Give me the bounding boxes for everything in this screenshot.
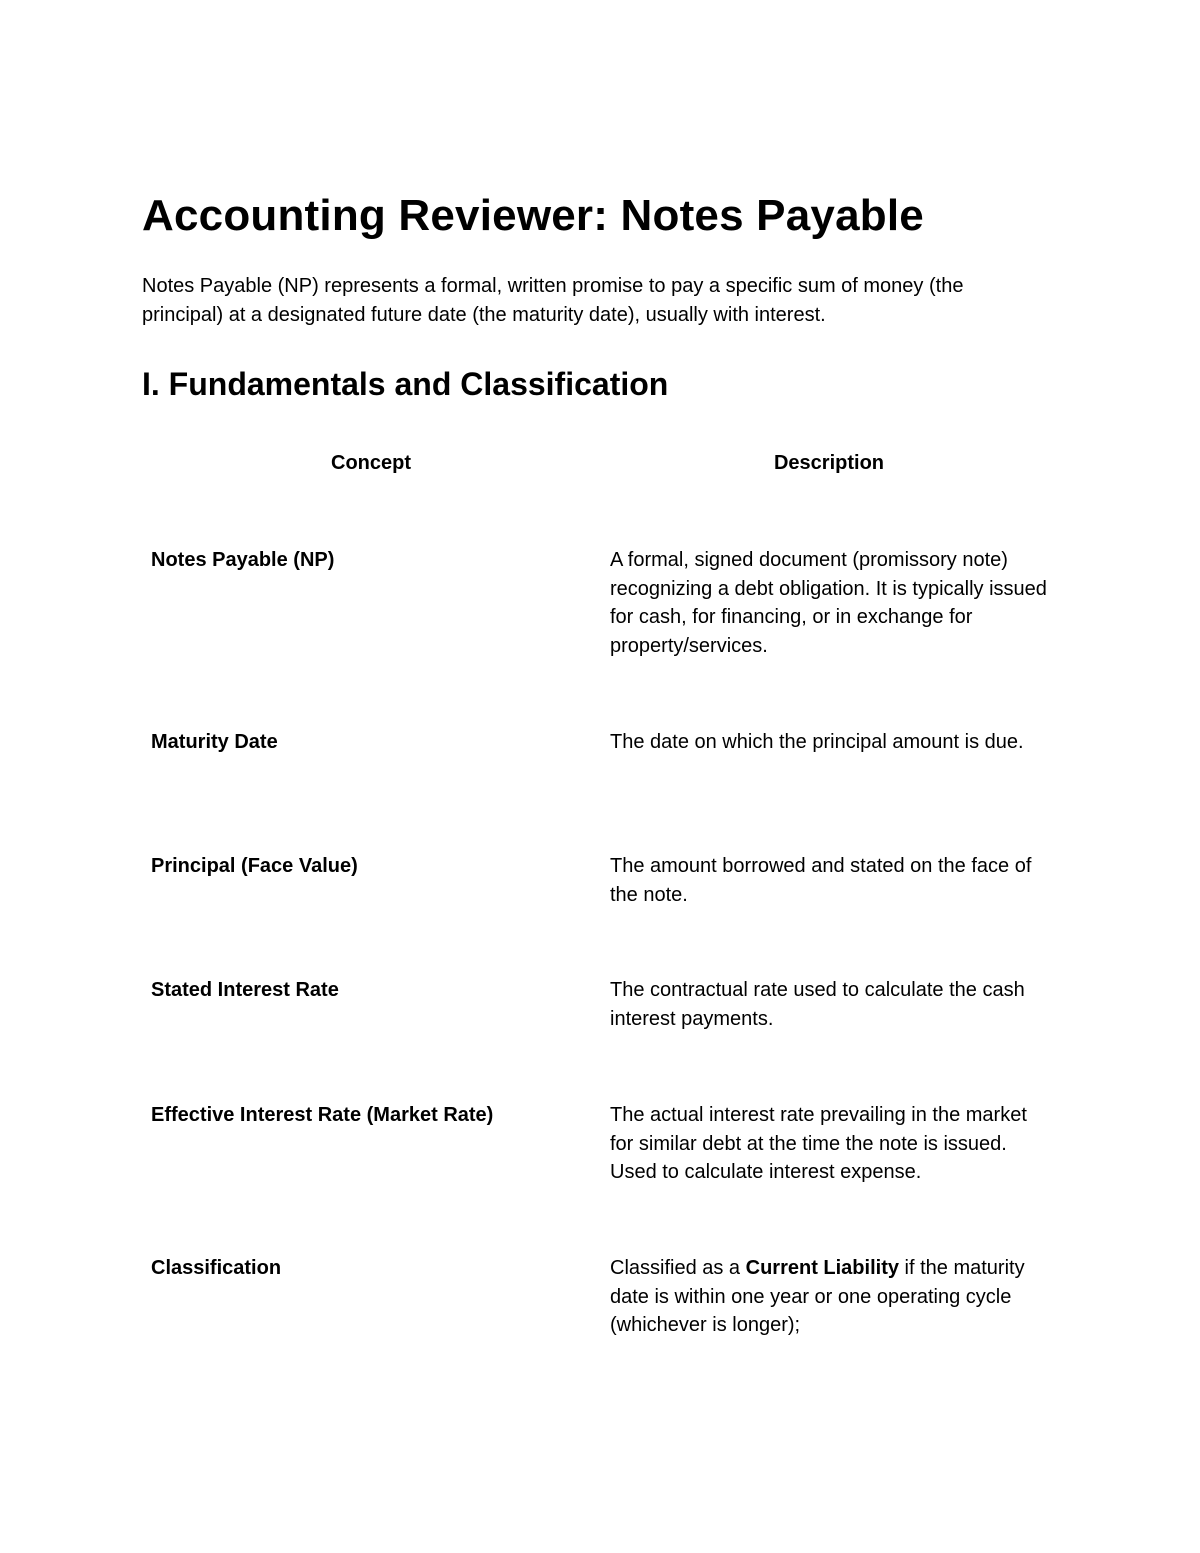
section-heading-fundamentals: I. Fundamentals and Classification xyxy=(142,366,669,402)
concept-cell: Stated Interest Rate xyxy=(151,979,339,1001)
description-cell: The actual interest rate prevailing in the market for similar debt at the time the note is issued. Used to calculate interest expense. xyxy=(610,1104,1027,1183)
column-header-concept: Concept xyxy=(331,452,411,474)
current-liability-emphasis: Current Liability xyxy=(745,1257,899,1279)
column-header-description: Description xyxy=(773,452,885,474)
description-cell: A formal, signed document (promissory note) recognizing a debt obligation. It is typically issued for cash, for financing, or in exchange for property/services. xyxy=(610,549,1047,657)
description-text: Classified as a xyxy=(610,1257,746,1279)
description-cell: The amount borrowed and stated on the face of the note. xyxy=(610,855,1032,906)
description-cell: The contractual rate used to calculate the cash interest payments. xyxy=(610,979,1025,1030)
concept-cell: Effective Interest Rate (Market Rate) xyxy=(151,1104,494,1126)
intro-paragraph: Notes Payable (NP) represents a formal, written promise to pay a specific sum of money (the principal) at a designated future date (the maturity date), usually with interest. xyxy=(142,275,964,326)
concept-cell: Notes Payable (NP) xyxy=(151,549,335,571)
description-cell xyxy=(610,1254,1050,1340)
description-text: if the maturity date is within one year or one operating cycle (whichever is longer); xyxy=(610,1257,1025,1336)
concept-cell: Classification xyxy=(151,1257,282,1279)
concept-cell: Maturity Date xyxy=(151,731,278,753)
description-cell: The date on which the principal amount is due. xyxy=(610,731,1024,753)
concept-cell: Principal (Face Value) xyxy=(151,855,358,877)
document-title: Accounting Reviewer: Notes Payable xyxy=(142,191,924,240)
